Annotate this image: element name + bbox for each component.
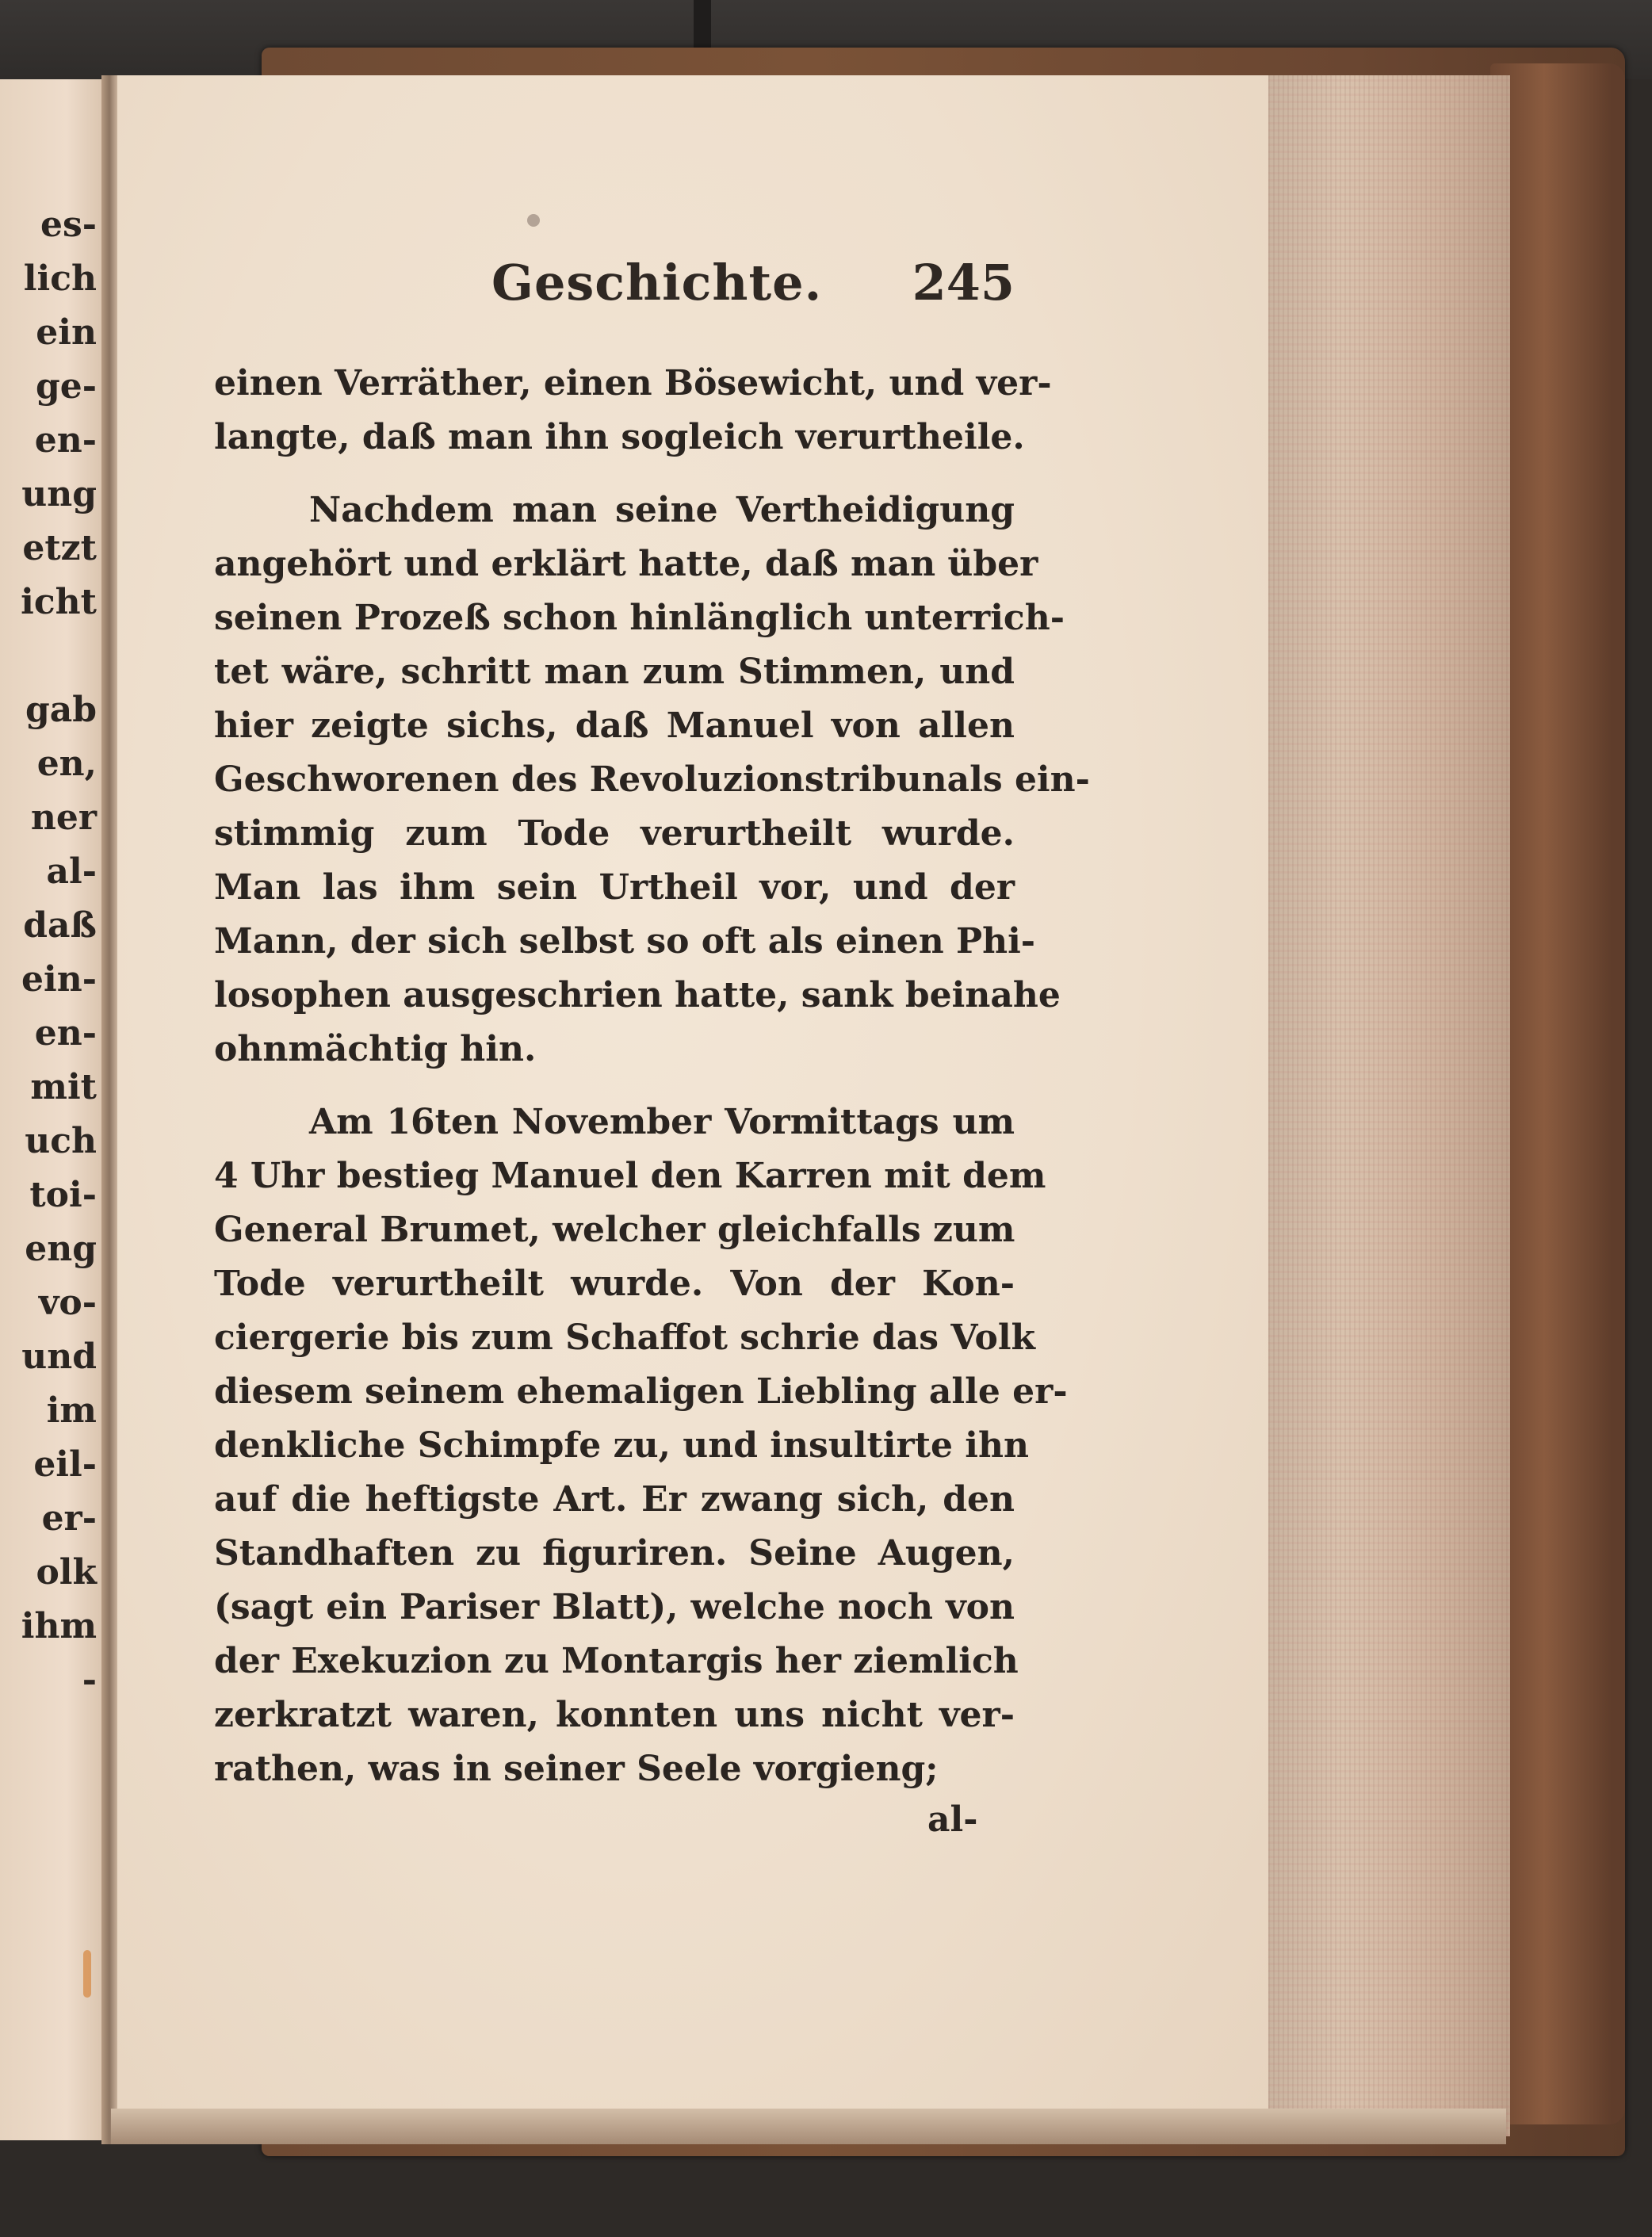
text-line: einen Verräther, einen Bösewicht, und ver- (214, 363, 1052, 403)
left-page-fragment: olk (36, 1552, 97, 1593)
left-page-fragment: daß (23, 905, 97, 946)
left-page-fragment: - (82, 1660, 97, 1700)
text-line: angehört und erklärt hatte, daß man über (214, 544, 1038, 584)
text-line: Standhaften zu figuriren. Seine Augen, (214, 1533, 1015, 1574)
catchword: al- (927, 1799, 978, 1840)
running-title: Geschichte. (491, 254, 823, 312)
left-page-fragment: er- (41, 1498, 97, 1539)
left-page-fragment: im (46, 1390, 97, 1431)
paragraph (214, 484, 1090, 1076)
text-line: Tode verurtheilt wurde. Von der Kon- (214, 1264, 1015, 1304)
left-page-fragment: und (21, 1336, 97, 1377)
text-line: zerkratzt waren, konnten uns nicht ver- (214, 1695, 1015, 1735)
text-line: diesem seinem ehemaligen Liebling alle er- (214, 1371, 1068, 1412)
paragraph (214, 1096, 1068, 1796)
page-fore-edge (1268, 75, 1510, 2136)
text-line: Man las ihm sein Urtheil vor, und der (214, 867, 1015, 908)
left-page-fragment: en- (34, 1013, 97, 1053)
left-page-fragment: en- (34, 420, 97, 461)
left-page-fragment: ihm (21, 1606, 97, 1646)
text-line: Geschworenen des Revoluzionstribunals ein- (214, 759, 1090, 800)
stain-mark (83, 1950, 91, 1998)
left-page-fragment: ung (21, 474, 97, 514)
left-page-fragment: etzt (22, 528, 97, 568)
text-line: seinen Prozeß schon hinlänglich unterrich- (214, 598, 1065, 638)
text-line: langte, daß man ihn sogleich verurtheile. (214, 417, 1025, 457)
left-page-fragment: eil- (33, 1444, 97, 1485)
left-page-fragment: ner (30, 797, 97, 838)
left-page-fragment: vo- (38, 1283, 97, 1323)
left-page-fragment: ein (36, 312, 97, 353)
left-page-fragment: mit (30, 1067, 97, 1107)
text-line: Nachdem man seine Vertheidigung (309, 490, 1015, 530)
book-gutter (101, 75, 117, 2144)
text-line: hier zeigte sichs, daß Manuel von allen (214, 706, 1015, 746)
left-page-fragment: uch (25, 1121, 97, 1161)
page-bottom-edge (111, 2109, 1506, 2144)
left-page-fragment: ge- (35, 366, 97, 407)
text-line: Mann, der sich selbst so oft als einen Phi- (214, 921, 1036, 962)
left-page-fragment: eng (25, 1229, 97, 1269)
left-page-fragment: icht (21, 582, 97, 622)
left-page-fragment: al- (46, 851, 97, 892)
left-page-fragment: gab (25, 690, 97, 730)
ink-spot (527, 214, 540, 227)
text-line: denkliche Schimpfe zu, und insultirte ihn (214, 1425, 1030, 1466)
running-header (214, 254, 1015, 317)
text-line: tet wäre, schritt man zum Stimmen, und (214, 652, 1015, 692)
text-line: der Exekuzion zu Montargis her ziemlich (214, 1641, 1019, 1681)
text-line: 4 Uhr bestieg Manuel den Karren mit dem (214, 1156, 1046, 1196)
book-cover-edge (1490, 63, 1625, 2124)
page-number: 245 (912, 254, 1015, 312)
left-page-fragment: es- (40, 205, 97, 245)
text-line: General Brumet, welcher gleichfalls zum (214, 1210, 1015, 1250)
text-line: ohnmächtig hin. (214, 1029, 537, 1069)
left-page-fragment: lich (23, 258, 97, 299)
text-line: rathen, was in seiner Seele vorgieng; (214, 1749, 939, 1789)
text-line: stimmig zum Tode verurtheilt wurde. (214, 813, 1015, 854)
body-text (214, 357, 1090, 1815)
left-page-fragment: ein- (21, 959, 97, 1000)
text-line: auf die heftigste Art. Er zwang sich, den (214, 1479, 1015, 1520)
paragraph (214, 357, 1052, 465)
left-page-fragment: toi- (29, 1175, 97, 1215)
text-line: losophen ausgeschrien hatte, sank beinahe (214, 975, 1061, 1015)
left-page-fragment: en, (36, 744, 97, 784)
text-line: Am 16ten November Vormittags um (309, 1102, 1015, 1142)
text-line: (sagt ein Pariser Blatt), welche noch von (214, 1587, 1015, 1627)
text-line: ciergerie bis zum Schaffot schrie das Volk (214, 1317, 1036, 1358)
